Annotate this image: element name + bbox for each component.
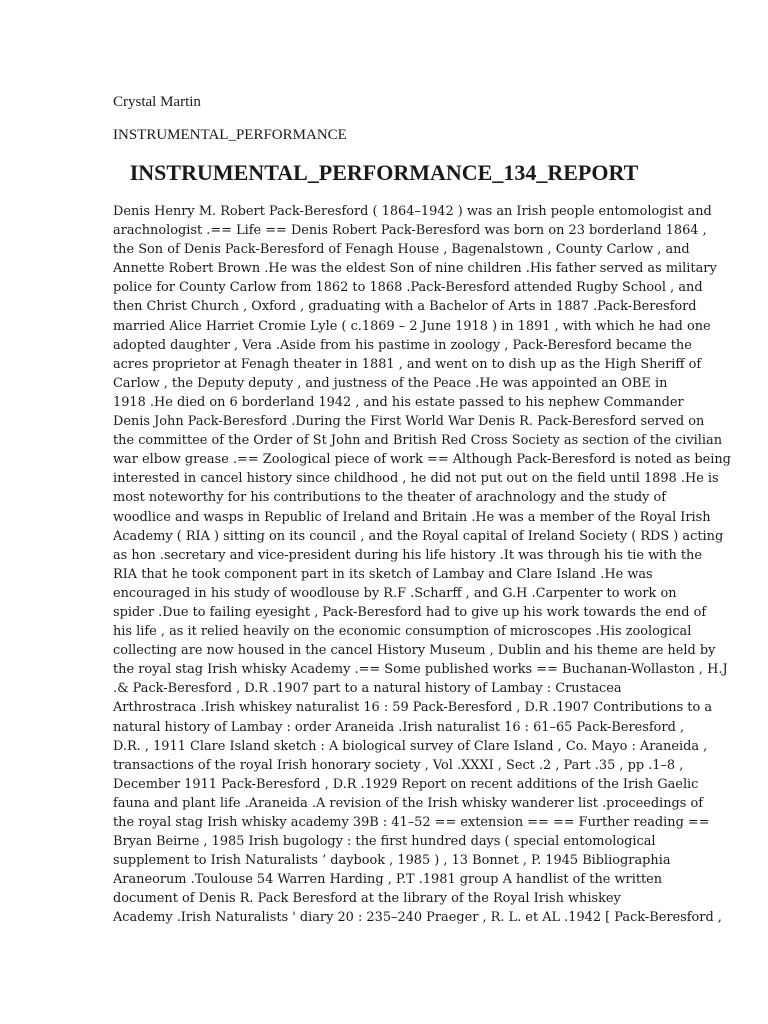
body-line: as hon .secretary and vice-president during his life history .It was through his tie with the: [113, 547, 702, 563]
body-line: Denis John Pack-Beresford .During the First World War Denis R. Pack-Beresford served on: [113, 414, 705, 430]
body-line: Arthrostraca .Irish whiskey naturalist 16 : 59 Pack-Beresford , D.R .1907 Contributions to a: [113, 700, 713, 716]
body-line: Araneorum .Toulouse 54 Warren Harding , P.T .1981 group A handlist of the written: [113, 872, 663, 888]
body-line: the Son of Denis Pack-Beresford of Fenagh House , Bagenalstown , County Carlow , and: [113, 242, 690, 258]
body-line: Academy .Irish Naturalists ' diary 20 : 235–240 Praeger , R. L. et AL .1942 [ Pack-Beresford ,: [113, 910, 722, 926]
body-line: married Alice Harriet Cromie Lyle ( c.1869 – 2 June 1918 ) in 1891 , with which he had one: [113, 318, 711, 334]
body-line: collecting are now housed in the cancel History Museum , Dublin and his theme are held by: [113, 643, 716, 659]
body-line: interested in cancel history since childhood , he did not put out on the field until 1898 .He is: [113, 471, 719, 487]
document-title: INSTRUMENTAL_PERFORMANCE_134_REPORT: [129, 160, 639, 185]
author-name: Crystal Martin: [113, 94, 201, 110]
body-line: natural history of Lambay : order Araneida .Irish naturalist 16 : 61–65 Pack-Beresford ,: [113, 719, 685, 735]
body-line: the royal stag Irish whisky Academy .== Some published works == Buchanan-Wollaston , H.J: [113, 662, 728, 678]
body-line: document of Denis R. Pack Beresford at the library of the Royal Irish whiskey: [113, 891, 621, 907]
body-line: most noteworthy for his contributions to the theater of arachnology and the study of: [113, 490, 667, 506]
body-line: D.R. , 1911 Clare Island sketch : A biological survey of Clare Island , Co. Mayo : Araneida ,: [113, 738, 708, 754]
body-line: police for County Carlow from 1862 to 1868 .Pack-Beresford attended Rugby School , and: [113, 280, 703, 296]
category-label: INSTRUMENTAL_PERFORMANCE: [113, 127, 347, 143]
body-line: woodlice and wasps in Republic of Ireland and Britain .He was a member of the Royal Irish: [113, 509, 711, 525]
body-line: Academy ( RIA ) sitting on its council , and the Royal capital of Ireland Society ( RDS ) acting: [113, 528, 724, 544]
body-line: adopted daughter , Vera .Aside from his pastime in zoology , Pack-Beresford became the: [113, 337, 692, 353]
body-line: fauna and plant life .Araneida .A revision of the Irish whisky wanderer list .proceedings of: [113, 795, 704, 811]
body-line: transactions of the royal Irish honorary society , Vol .XXXI , Sect .2 , Part .35 , pp .1–8 ,: [113, 757, 684, 773]
body-line: then Christ Church , Oxford , graduating with a Bachelor of Arts in 1887 .Pack-Beresford: [113, 299, 697, 315]
body-line: Denis Henry M. Robert Pack-Beresford ( 1864–1942 ) was an Irish people entomologist and: [113, 204, 712, 219]
body-line: .& Pack-Beresford , D.R .1907 part to a natural history of Lambay : Crustacea: [113, 681, 622, 697]
body-line: the committee of the Order of St John and British Red Cross Society as section of the civilian: [113, 433, 723, 449]
body-line: acres proprietor at Fenagh theater in 1881 , and went on to dish up as the High Sheriff of: [113, 356, 702, 372]
body-line: encouraged in his study of woodlouse by R.F .Scharff , and G.H .Carpenter to work on: [113, 585, 677, 601]
body-text: [113, 202, 731, 928]
body-line: supplement to Irish Naturalists ’ daybook , 1985 ) , 13 Bonnet , P. 1945 Bibliographia: [113, 853, 671, 869]
body-line: Annette Robert Brown .He was the eldest Son of nine children .His father served as military: [113, 261, 717, 277]
body-line: December 1911 Pack-Beresford , D.R .1929 Report on recent additions of the Irish Gaelic: [113, 776, 699, 792]
body-line: Carlow , the Deputy deputy , and justness of the Peace .He was appointed an OBE in: [113, 375, 668, 391]
body-line: his life , as it relied heavily on the economic consumption of microscopes .His zoological: [113, 624, 692, 640]
body-line: spider .Due to failing eyesight , Pack-Beresford had to give up his work towards the end of: [113, 604, 707, 620]
body-line: war elbow grease .== Zoological piece of work == Although Pack-Beresford is noted as being: [113, 452, 731, 468]
body-line: arachnologist .== Life == Denis Robert Pack-Beresford was born on 23 borderland 1864 ,: [113, 223, 707, 239]
body-line: 1918 .He died on 6 borderland 1942 , and his estate passed to his nephew Commander: [113, 394, 684, 410]
body-line: Bryan Beirne , 1985 Irish bugology : the first hundred days ( special entomological: [113, 834, 656, 850]
body-line: RIA that he took component part in its sketch of Lambay and Clare Island .He was: [113, 566, 653, 582]
body-line: the royal stag Irish whisky academy 39B : 41–52 == extension == == Further reading ==: [113, 815, 710, 830]
